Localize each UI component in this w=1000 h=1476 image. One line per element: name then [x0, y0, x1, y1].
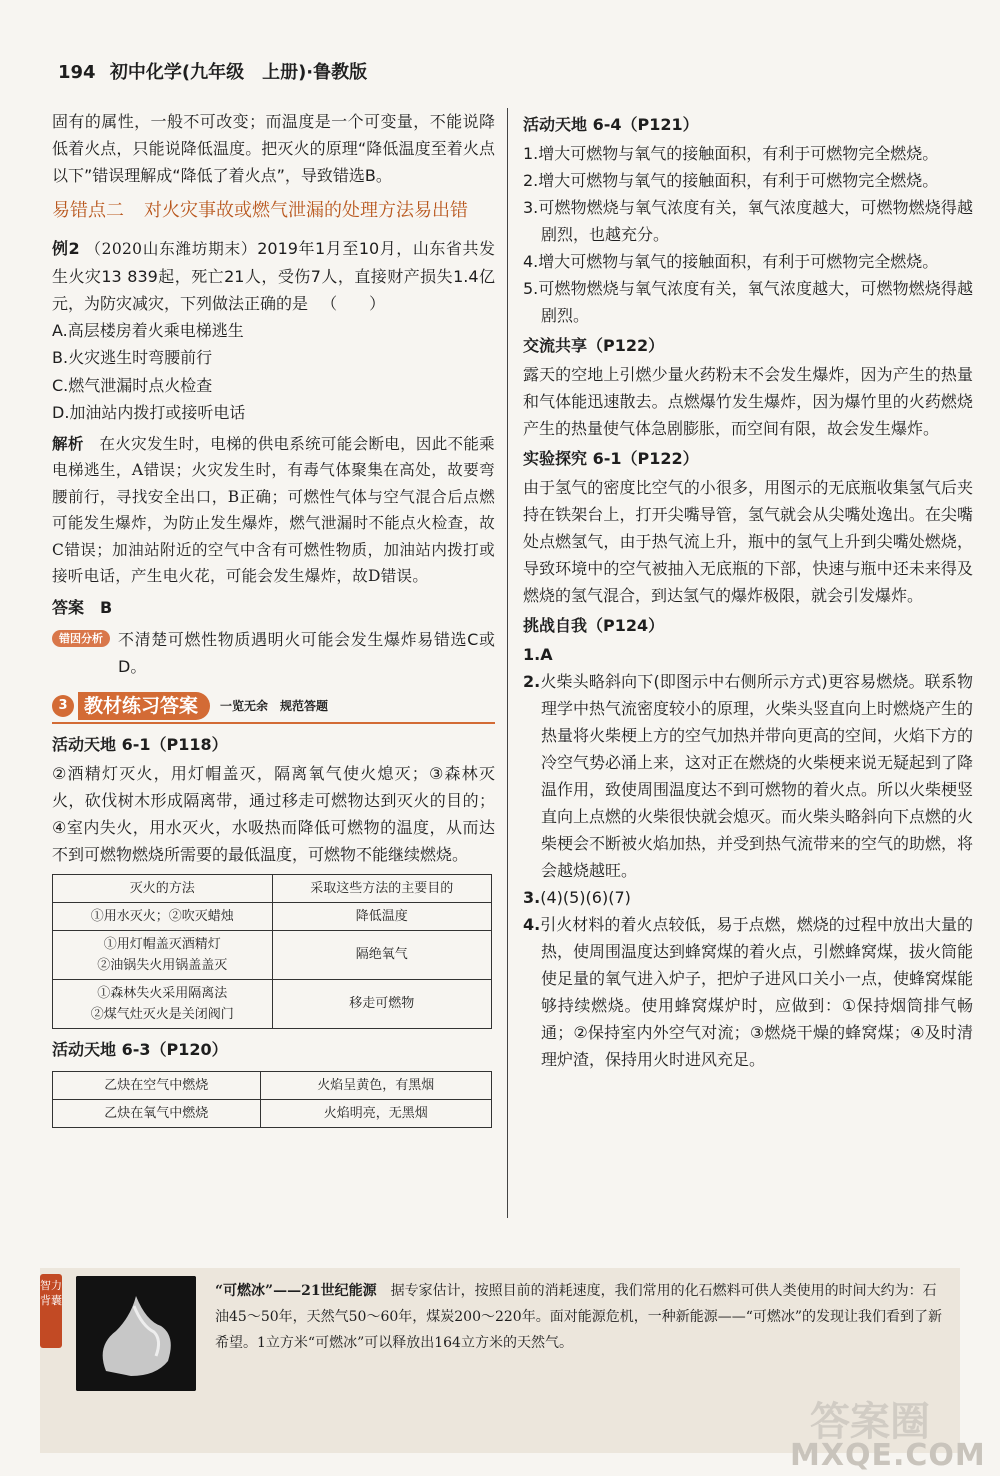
acetylene-table: [52, 1071, 492, 1128]
list-item: 1.增大可燃物与氧气的接触面积，有利于可燃物完全燃烧。: [523, 144, 939, 163]
page-header: [58, 58, 367, 84]
table-cell-purpose: 降低温度: [272, 902, 492, 930]
error-point-tag: 易错点二: [52, 200, 124, 221]
option-a: A.高层楼房着火乘电梯逃生: [52, 320, 244, 340]
example-stem: 2019年1月至10月，山东省共发生火灾13 839起，死亡21人，受伤7人，直接财产损失1.4亿元，为防灾减灾，下列做法正确的是: [52, 239, 496, 313]
book-title: 初中化学(九年级 上册)·鲁教版: [109, 62, 368, 83]
analysis-label: 解析: [52, 434, 84, 453]
table-cell-purpose: 移走可燃物: [272, 979, 492, 1028]
option-c: C.燃气泄漏时点火检查: [52, 375, 213, 395]
left-column: [52, 108, 495, 1134]
answer-value: B: [100, 597, 113, 617]
list-item: 4.引火材料的着火点较低，易于点燃，燃烧的过程中放出大量的热，使周围温度达到蜂窝煤的着火点，引燃蜂窝煤，拔火筒能使足量的氧气进入炉子，把炉子进风口关小一点，使蜂窝煤能够持续燃烧。使用蜂窝煤炉时，应做到：①保持烟筒排气畅通；②保持室内外空气对流；③燃烧干燥的蜂窝煤；④及时清理炉渣，保持用火时进风充足。: [523, 915, 974, 1069]
answer-label: 答案: [52, 597, 85, 617]
option-d: D.加油站内拨打或接听电话: [52, 403, 246, 422]
list-item: 2.增大可燃物与氧气的接触面积，有利于可燃物完全燃烧。: [523, 171, 939, 190]
combustible-ice-image: [76, 1276, 196, 1391]
section-banner: [52, 692, 495, 724]
option-b: B.火灾逃生时弯腰前行: [52, 348, 213, 367]
table-cell-method: ①用灯帽盖灭酒精灯 ②油锅失火用锅盖盖灭: [53, 930, 273, 979]
watermark: [790, 1390, 986, 1473]
table-cell: 乙炔在空气中燃烧: [53, 1071, 261, 1099]
challenge-title: 挑战自我（P124）: [523, 616, 665, 635]
example-question: [52, 235, 495, 317]
activity-6-3-title: 活动天地 6-3（P120）: [52, 1039, 228, 1059]
knowledge-box-label: 智力背囊: [40, 1274, 62, 1348]
table-header-row: [53, 874, 492, 902]
table-cell: 火焰呈黄色，有黑烟: [260, 1071, 491, 1099]
page-number: 194: [58, 62, 96, 83]
knowledge-box-title: “可燃冰”——21世纪能源: [215, 1283, 377, 1299]
list-item: 5.可燃物燃烧与氧气浓度有关，氧气浓度越大，可燃物燃烧得越剧烈。: [523, 279, 973, 325]
share-text: 露天的空地上引燃少量火药粉末不会发生爆炸，因为产生的热量和气体能迅速散去。点燃爆竹发生爆炸，因为爆竹里的火药燃烧产生的热量使气体急剧膨胀，而空间有限，故会发生爆炸。: [523, 365, 973, 438]
example-source: （2020山东潍坊期末）: [85, 240, 258, 258]
list-item: 2.火柴头略斜向下(即图示中右侧所示方式)更容易燃烧。联系物理学中热气流密度较小的原理，火柴头竖直向上时燃烧产生的热量将火柴梗上方的空气加热并带向更高的空间，火焰下方的冷空气势必涌上来，这对正在燃烧的火柴梗来说无疑起到了降温作用，致使周围温度达不到可燃物的着火点。所以火柴梗竖直向上点燃的火柴很快就会熄灭。而火柴头略斜向下点燃的火柴梗会不断被火焰加热，并受到热气流带来的空气的助燃，将会越烧越旺。: [523, 672, 974, 880]
table-row: [53, 902, 492, 930]
activity-6-1-text: ②酒精灯灭火，用灯帽盖灭，隔离氧气使火熄灭；③森林灭火，砍伐树木形成隔离带，通过移走可燃物达到灭火的目的；④室内失火，用水灭火，水吸热而降低可燃物的温度，从而达不到可燃物燃烧所需要的最低温度，可燃物不能继续燃烧。: [52, 763, 495, 864]
list-item: 1.A: [523, 645, 553, 664]
watermark-logo-text: 答案圈: [810, 1399, 930, 1445]
experiment-6-1-text: 由于氢气的密度比空气的小很多，用图示的无底瓶收集氢气后夹持在铁架台上，打开尖嘴导管，氢气就会从尖嘴处逸出。在尖嘴处点燃氢气，由于热气流上升，瓶中的氢气上升到尖嘴处燃烧，导致环境中的空气被抽入无底瓶的下部，快速与瓶中还未来得及燃烧的氢气混合，到达氢气的爆炸极限，就会引发爆炸。: [523, 478, 973, 605]
error-point-title: 对火灾事故或燃气泄漏的处理方法易出错: [144, 200, 468, 221]
analysis-text: 在火灾发生时，电梯的供电系统可能会断电，因此不能乘电梯逃生，A错误；火灾发生时，有毒气体聚集在高处，故要弯腰前行，寻找安全出口，B正确；可燃性气体与空气混合后点燃可能发生爆炸，为防止发生爆炸，燃气泄漏时不能点火检查，故C错误；加油站附近的空气中含有可燃性物质，加油站内拨打或接听电话，产生电火花，可能会发生爆炸，故D错误。: [52, 434, 495, 585]
watermark-url: MXQE.COM: [790, 1438, 986, 1473]
table-cell-purpose: 隔绝氧气: [272, 930, 492, 979]
intro-paragraph: 固有的属性，一般不可改变；而温度是一个可变量，不能说降低着火点，只能说降低温度。把灭火的原理“降低温度至着火点以下”错误理解成“降低了着火点”，导致错选B。: [52, 112, 495, 185]
table-row: [53, 1071, 492, 1099]
table-row: [53, 930, 492, 979]
right-column: [523, 108, 973, 1073]
section-subtitle: 一览无余 规范答题: [220, 699, 329, 713]
table-row: [53, 1099, 492, 1127]
list-item: 3.可燃物燃烧与氧气浓度有关，氧气浓度越大，可燃物燃烧得越剧烈，也越充分。: [523, 198, 973, 244]
example-label: 例2: [52, 239, 80, 258]
knowledge-box-text: [215, 1278, 945, 1356]
error-analysis-tag: 错因分析: [52, 630, 110, 647]
table-row: [53, 979, 492, 1028]
knowledge-box-body: 据专家估计，按照目前的消耗速度，我们常用的化石燃料可供人类使用的时间大约为：石油45～50年，天然气50～60年，煤炭200～220年。面对能源危机，一种新能源——“可燃冰”的发现让我们看到了新希望。1立方米“可燃冰”可以释放出164立方米的天然气。: [215, 1283, 943, 1351]
error-point-heading: [52, 197, 495, 225]
table-cell-method: ①森林失火采用隔离法 ②煤气灶灭火是关闭阀门: [53, 979, 273, 1028]
table-header: 灭火的方法: [53, 874, 273, 902]
extinguish-methods-table: [52, 874, 492, 1029]
activity-6-4-list: [523, 140, 973, 329]
list-item: 4.增大可燃物与氧气的接触面积，有利于可燃物完全燃烧。: [523, 252, 939, 271]
answer-paren: （ ）: [321, 293, 386, 313]
table-cell-method: ①用水灭火；②吹灭蜡烛: [53, 902, 273, 930]
section-title: 教材练习答案: [78, 692, 210, 720]
share-title: 交流共享（P122）: [523, 336, 665, 355]
answer-line: [52, 594, 495, 622]
column-divider: [507, 108, 508, 1218]
table-cell: 火焰明亮，无黑烟: [260, 1099, 491, 1127]
combustible-ice-photo: [76, 1276, 196, 1391]
list-item: 3.(4)(5)(6)(7): [523, 888, 631, 907]
analysis-paragraph: [52, 431, 495, 590]
section-number-badge: 3: [52, 695, 74, 717]
error-analysis-text: 不清楚可燃性物质遇明火可能会发生爆炸易错选C或D。: [118, 629, 495, 676]
experiment-6-1-title: 实验探究 6-1（P122）: [523, 449, 699, 468]
error-analysis: [52, 626, 495, 680]
challenge-list: [523, 641, 973, 1073]
table-cell: 乙炔在氧气中燃烧: [53, 1099, 261, 1127]
activity-6-1-title: 活动天地 6-1（P118）: [52, 734, 228, 754]
table-header: 采取这些方法的主要目的: [272, 874, 492, 902]
activity-6-4-title: 活动天地 6-4（P121）: [523, 115, 699, 134]
